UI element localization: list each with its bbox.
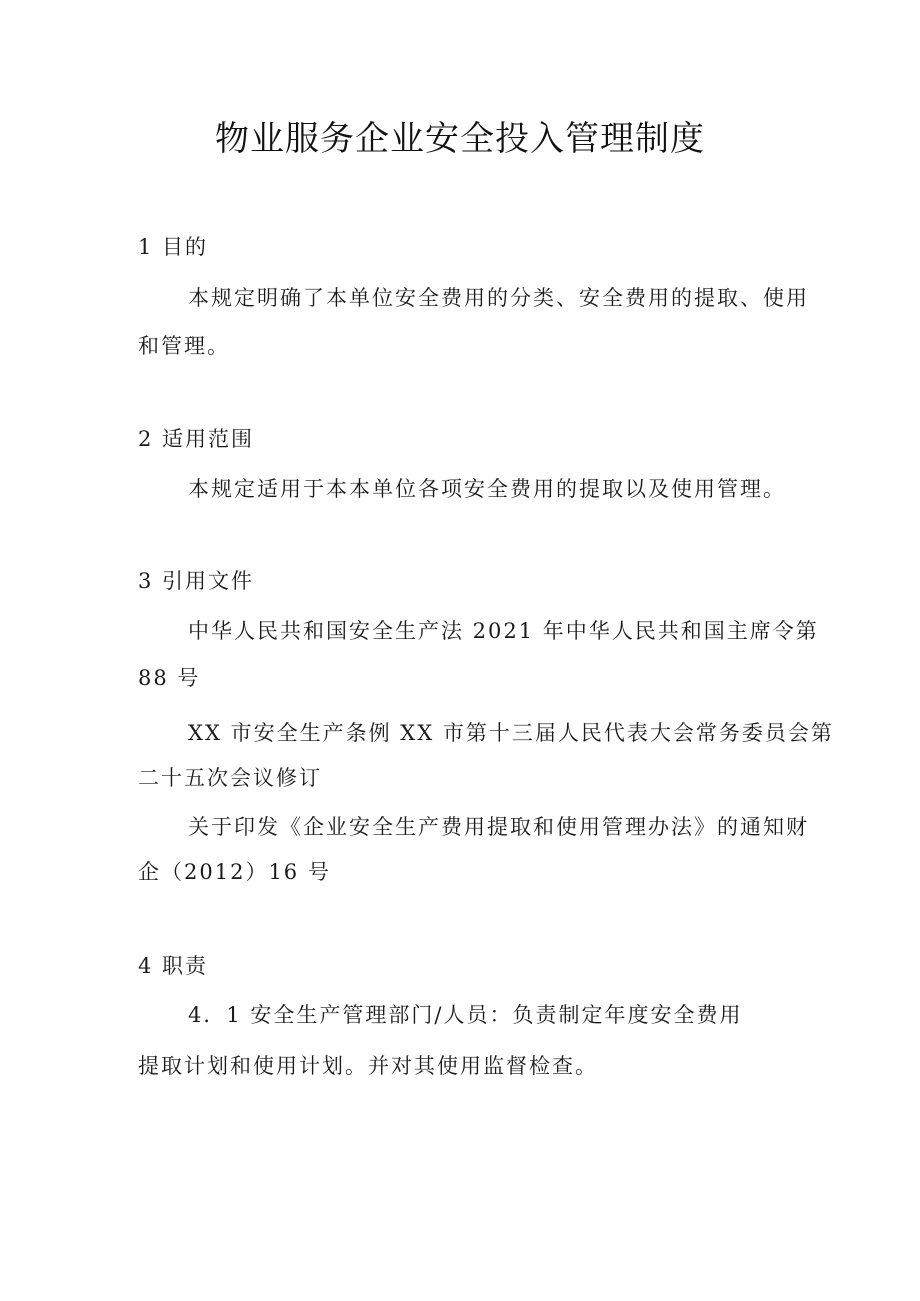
paragraph-line: 本规定明确了本单位安全费用的分类、安全费用的提取、使用 xyxy=(188,286,809,310)
section-heading-references: 3 引用文件 xyxy=(138,569,255,593)
section-heading-purpose: 1 目的 xyxy=(138,235,209,259)
reference-line: 企（2012）16 号 xyxy=(138,860,331,884)
paragraph-line: 本规定适用于本本单位各项安全费用的提取以及使用管理。 xyxy=(188,477,786,501)
paragraph-line: 和管理。 xyxy=(138,334,230,358)
section-heading-scope: 2 适用范围 xyxy=(138,427,255,451)
reference-line: XX 市安全生产条例 XX 市第十三届人民代表大会常务委员会第 xyxy=(188,721,834,745)
reference-line: 中华人民共和国安全生产法 2021 年中华人民共和国主席令第 xyxy=(188,619,819,643)
document-title: 物业服务企业安全投入管理制度 xyxy=(215,119,705,159)
reference-line: 关于印发《企业安全生产费用提取和使用管理办法》的通知财 xyxy=(188,815,809,839)
reference-line: 88 号 xyxy=(138,666,201,690)
section-heading-responsibilities: 4 职责 xyxy=(138,954,209,978)
reference-line: 二十五次会议修订 xyxy=(138,766,322,790)
paragraph-line: 提取计划和使用计划。并对其使用监督检查。 xyxy=(138,1054,598,1078)
paragraph-line: 4．1 安全生产管理部门/人员：负责制定年度安全费用 xyxy=(188,1003,743,1027)
